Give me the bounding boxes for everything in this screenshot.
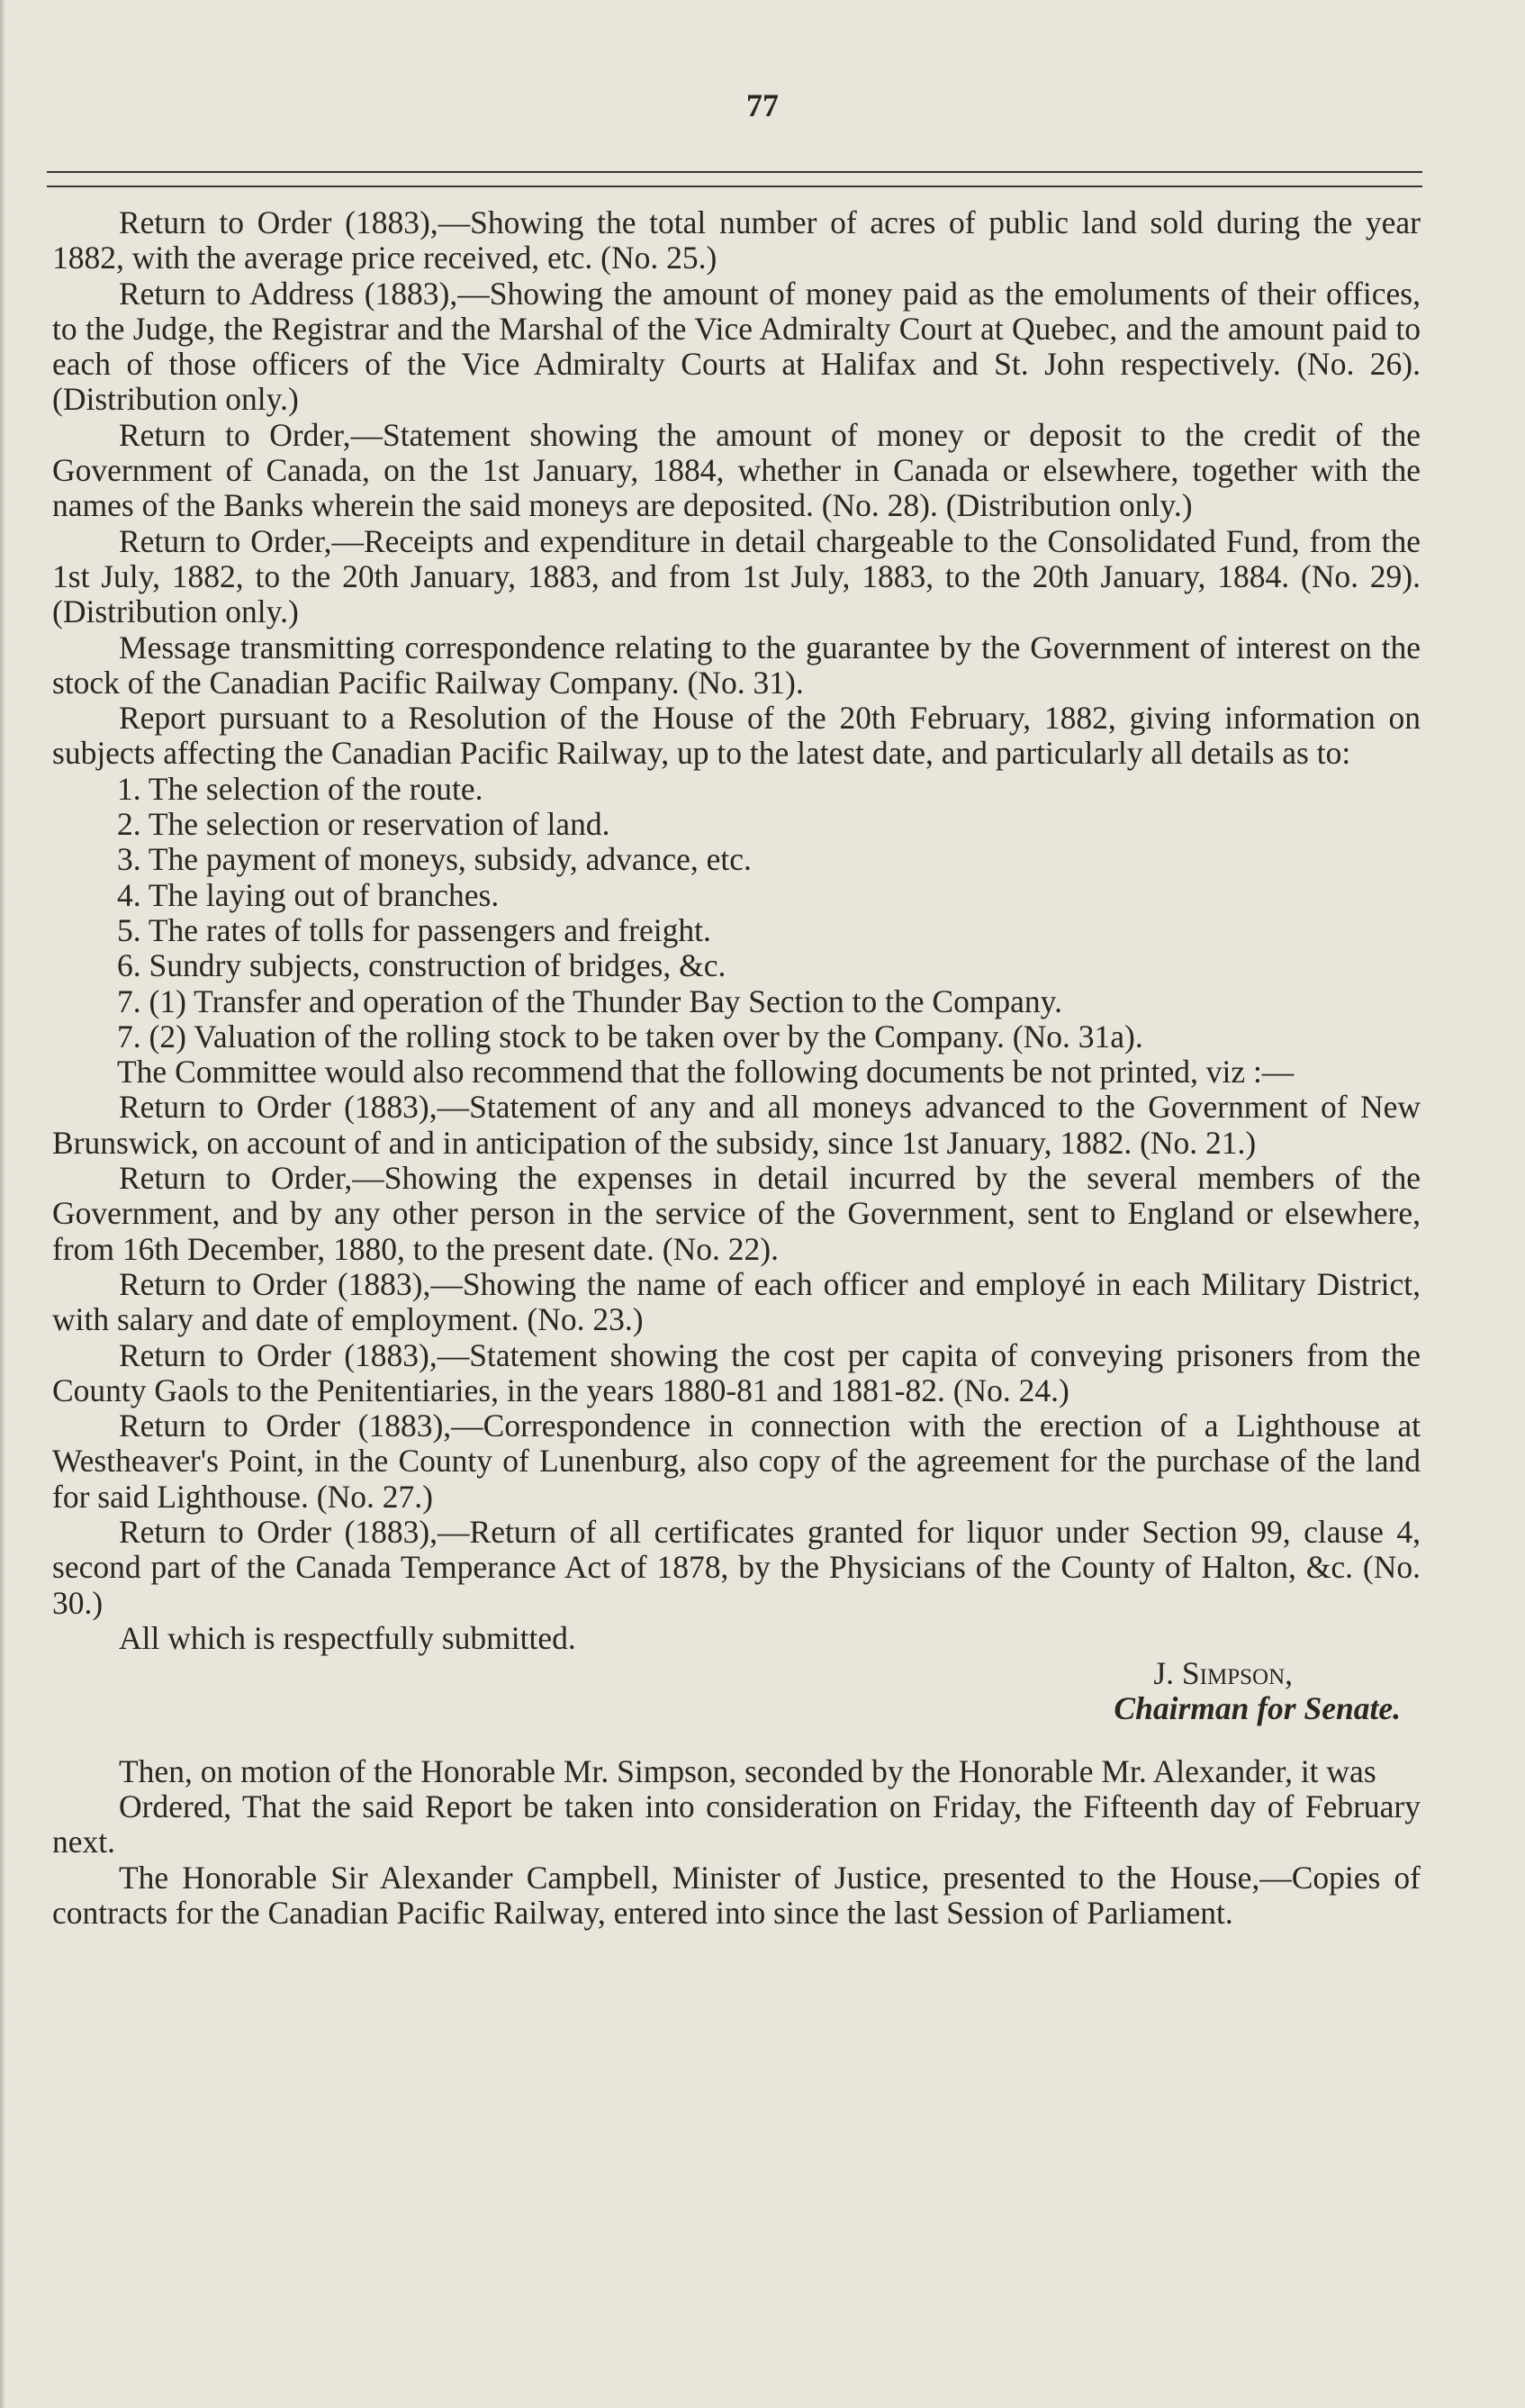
- paragraph: All which is respectfully submitted.: [119, 1619, 576, 1656]
- page-number: 77: [746, 87, 779, 123]
- header-rule-bottom: [47, 186, 1422, 187]
- spacer: [52, 1727, 1421, 1754]
- paragraph: Message transmitting correspondence relating to the guarantee by the Government of interest on the stock of the Canadian Pacific Railway Company. (No. 31).: [52, 629, 1421, 701]
- body-text: [52, 205, 1421, 1931]
- signature-block: [52, 1656, 1421, 1691]
- list-item: 3. The payment of moneys, subsidy, advance, etc.: [117, 841, 752, 878]
- signature-title: Chairman for Senate.: [1114, 1690, 1401, 1727]
- paragraph: Return to Order (1883),—Correspondence in connection with the erection of a Lighthouse at Westheaver's Point, in the County of Lunenburg, also copy of the agreement for the purchase of the land for said Lighthouse. (No. 27.): [52, 1408, 1421, 1515]
- list-item: 4. The laying out of branches.: [117, 876, 500, 913]
- list-item: 5. The rates of tolls for passengers and freight.: [117, 911, 711, 948]
- paragraph: Report pursuant to a Resolution of the House of the 20th February, 1882, giving information on subjects affecting the Canadian Pacific Railway, up to the latest date, and particularly all details as to:: [52, 700, 1421, 772]
- paragraph: Return to Address (1883),—Showing the amount of money paid as the emoluments of their offices, to the Judge, the Registrar and the Marshal of the Vice Admiralty Court at Quebec, and the amount paid to each of those officers of the Vice Admiralty Courts at Halifax and St. John respectively. (No. 26). (Distribution only.): [52, 275, 1421, 418]
- paragraph: Return to Order (1883),—Statement of any and all moneys advanced to the Government of New Brunswick, on account of and in anticipation of the subsidy, since 1st January, 1882. (No. 21.): [52, 1089, 1421, 1161]
- paragraph: Return to Order (1883),—Showing the name of each officer and employé in each Military District, with salary and date of employment. (No. 23.): [52, 1265, 1421, 1338]
- paragraph: Return to Order,—Receipts and expenditure in detail chargeable to the Consolidated Fund, from the 1st July, 1882, to the 20th January, 1883, and from 1st July, 1883, to the 20th January, 1884. (No. 29). (Distribution only.): [52, 522, 1421, 630]
- list-item: 7. (1) Transfer and operation of the Thunder Bay Section to the Company.: [117, 982, 1063, 1019]
- signature-name: J. Simpson,: [1153, 1655, 1293, 1692]
- header-rule-top: [47, 171, 1422, 173]
- paragraph: Return to Order,—Showing the expenses in detail incurred by the several members of the Government, and by any other person in the service of the Government, sent to England or elsewhere, from 16th December, 1880, to the present date. (No. 22).: [52, 1160, 1421, 1267]
- paragraph: Ordered, That the said Report be taken into consideration on Friday, the Fifteenth day of February next.: [52, 1788, 1421, 1860]
- list-item: 7. (2) Valuation of the rolling stock to be taken over by the Company. (No. 31a).: [117, 1018, 1143, 1055]
- paragraph: The Honorable Sir Alexander Campbell, Minister of Justice, presented to the House,—Copies of contracts for the Canadian Pacific Railway, entered into since the last Session of Parliament.: [52, 1859, 1421, 1931]
- signature-title-line: [52, 1691, 1421, 1726]
- paragraph: Return to Order (1883),—Return of all certificates granted for liquor under Section 99, clause 4, second part of the Canada Temperance Act of 1878, by the Physicians of the County of Halton, &c. (No. 30.): [52, 1513, 1421, 1621]
- paragraph: Return to Order,—Statement showing the amount of money or deposit to the credit of the Government of Canada, on the 1st January, 1884, whether in Canada or elsewhere, together with the names of the Banks wherein the said moneys are deposited. (No. 28). (Distribution only.): [52, 416, 1421, 524]
- list-item: 2. The selection or reservation of land.: [117, 806, 610, 843]
- paragraph: Then, on motion of the Honorable Mr. Simpson, seconded by the Honorable Mr. Alexander, it was: [119, 1752, 1376, 1789]
- paragraph: The Committee would also recommend that the following documents be not printed, viz :—: [117, 1054, 1295, 1091]
- list-item: 6. Sundry subjects, construction of bridges, &c.: [117, 947, 726, 984]
- paragraph: Return to Order (1883),—Statement showing the cost per capita of conveying prisoners from the County Gaols to the Penitentiaries, in the years 1880-81 and 1881-82. (No. 24.): [52, 1336, 1421, 1408]
- paragraph: Return to Order (1883),—Showing the total number of acres of public land sold during the year 1882, with the average price received, etc. (No. 25.): [52, 204, 1421, 276]
- page-edge-shadow: [0, 0, 5, 2408]
- list-item: 1. The selection of the route.: [117, 770, 483, 807]
